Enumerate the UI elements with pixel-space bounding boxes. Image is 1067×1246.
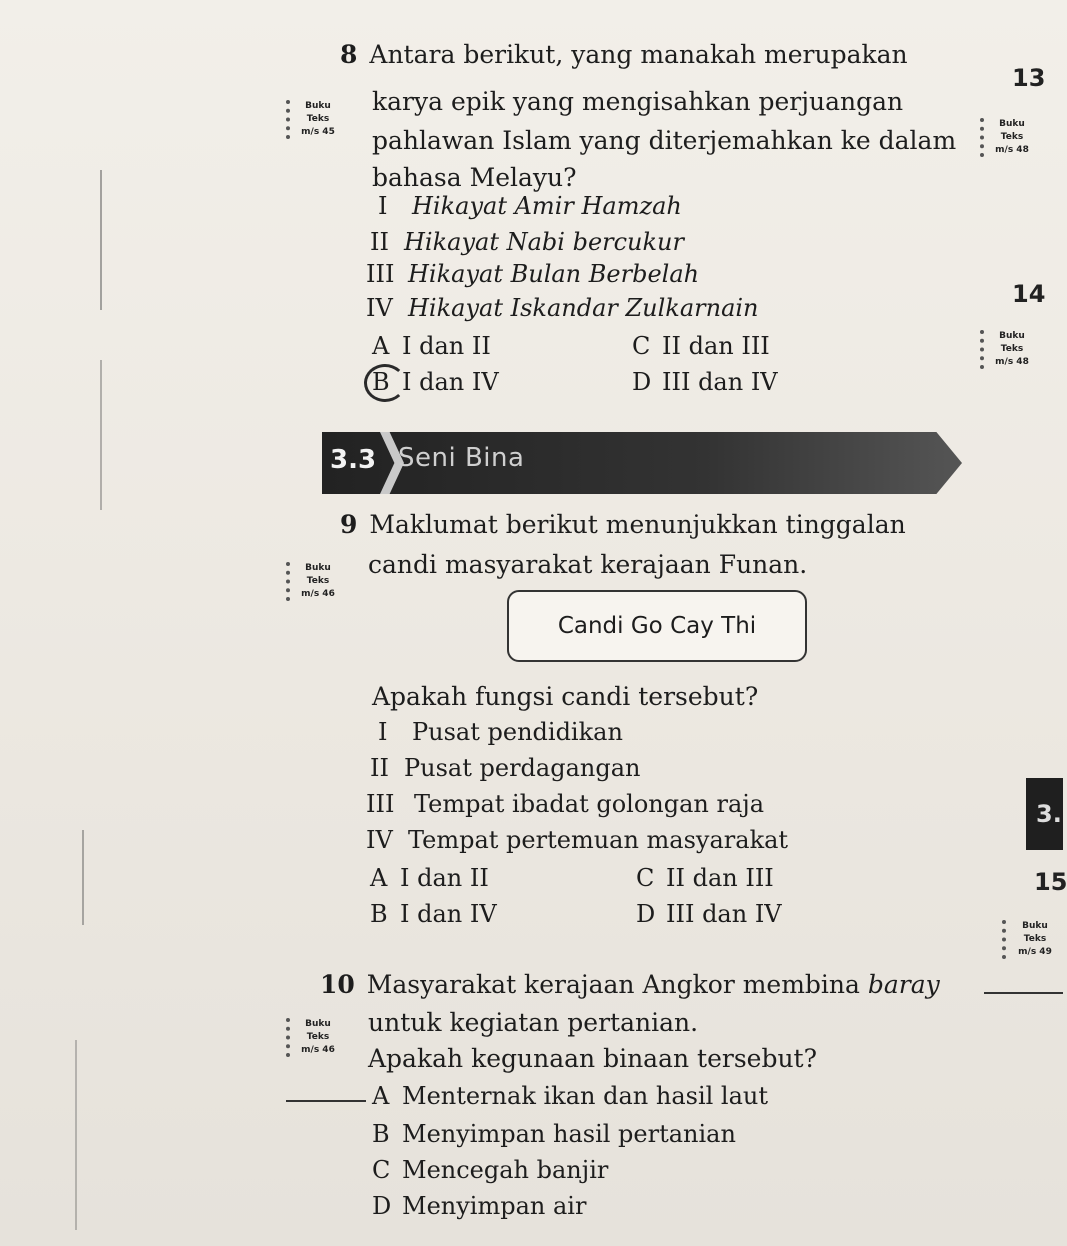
q9-question: Apakah fungsi candi tersebut? — [372, 682, 759, 711]
q8-textbook-tag: Buku Teks m/s 45 — [286, 100, 342, 139]
q9-item-4: IV Tempat pertemuan masyarakat — [366, 826, 789, 854]
q8-option-b[interactable]: B I dan IV — [372, 368, 499, 396]
q9-textbook-tag: Buku Teks m/s 46 — [286, 562, 342, 601]
section-title: Seni Bina — [398, 443, 525, 473]
q8-line-3: pahlawan Islam yang diterjemahkan ke dalam — [372, 126, 957, 155]
q10-question: Apakah kegunaan binaan tersebut? — [368, 1044, 817, 1073]
q10-line-2: untuk kegiatan pertanian. — [368, 1008, 699, 1037]
section-number: 3.3 — [330, 445, 377, 475]
page-edge-line — [75, 1040, 77, 1230]
q10-line-1: 10 Masyarakat kerajaan Angkor membina baray — [320, 970, 940, 999]
q10-textbook-tag: Buku Teks m/s 46 — [286, 1018, 342, 1057]
q9-item-2: II Pusat perdagangan — [370, 754, 641, 782]
page15-textbook-tag: Buku Teks m/s 49 — [1002, 920, 1060, 959]
q9-number: 9 — [340, 510, 358, 539]
q8-option-a[interactable]: A I dan II — [372, 332, 491, 360]
q9-line-2: candi masyarakat kerajaan Funan. — [368, 550, 808, 579]
q9-option-a[interactable]: A I dan II — [370, 864, 489, 892]
q10-tag-underline — [286, 1100, 366, 1102]
q8-line-1: 8 Antara berikut, yang manakah merupakan — [340, 40, 908, 69]
page-number-13: 13 — [1012, 64, 1046, 92]
q10-option-c[interactable]: C Mencegah banjir — [372, 1156, 609, 1184]
q10-option-b[interactable]: B Menyimpan hasil pertanian — [372, 1120, 736, 1148]
page15-underline — [984, 992, 1063, 994]
q10-number: 10 — [320, 970, 355, 999]
page-edge-line — [82, 830, 84, 925]
info-box — [507, 590, 807, 662]
page-3-marker: 3. — [1026, 778, 1063, 850]
page13-textbook-tag: Buku Teks m/s 48 — [980, 118, 1036, 157]
q8-line-4: bahasa Melayu? — [372, 163, 577, 192]
q8-number: 8 — [340, 40, 358, 69]
q10-option-d[interactable]: D Menyimpan air — [372, 1192, 587, 1220]
q8-item-2: II Hikayat Nabi bercukur — [370, 228, 684, 256]
page14-textbook-tag: Buku Teks m/s 48 — [980, 330, 1036, 369]
q8-item-3: III Hikayat Bulan Berbelah — [366, 260, 700, 288]
page-number-15: 15 — [1034, 868, 1067, 896]
pen-circle-mark — [364, 364, 406, 402]
q8-item-4: IV Hikayat Iskandar Zulkarnain — [366, 294, 759, 322]
q9-option-d[interactable]: D III dan IV — [636, 900, 782, 928]
q9-item-3: III Tempat ibadat golongan raja — [366, 790, 765, 818]
page-edge-line — [100, 360, 102, 510]
q10-option-a[interactable]: A Menternak ikan dan hasil laut — [372, 1082, 769, 1110]
info-box-text: Candi Go Cay Thi — [557, 613, 757, 639]
q9-option-c[interactable]: C II dan III — [636, 864, 774, 892]
page-edge-line — [100, 170, 102, 310]
q8-option-d[interactable]: D III dan IV — [632, 368, 778, 396]
q9-option-b[interactable]: B I dan IV — [370, 900, 497, 928]
q8-line-2: karya epik yang mengisahkan perjuangan — [372, 87, 904, 116]
q8-item-1: I Hikayat Amir Hamzah — [378, 192, 682, 220]
q9-line-1: 9 Maklumat berikut menunjukkan tinggalan — [340, 510, 906, 539]
q9-item-1: I Pusat pendidikan — [378, 718, 623, 746]
q8-option-c[interactable]: C II dan III — [632, 332, 770, 360]
page-number-14: 14 — [1012, 280, 1046, 308]
